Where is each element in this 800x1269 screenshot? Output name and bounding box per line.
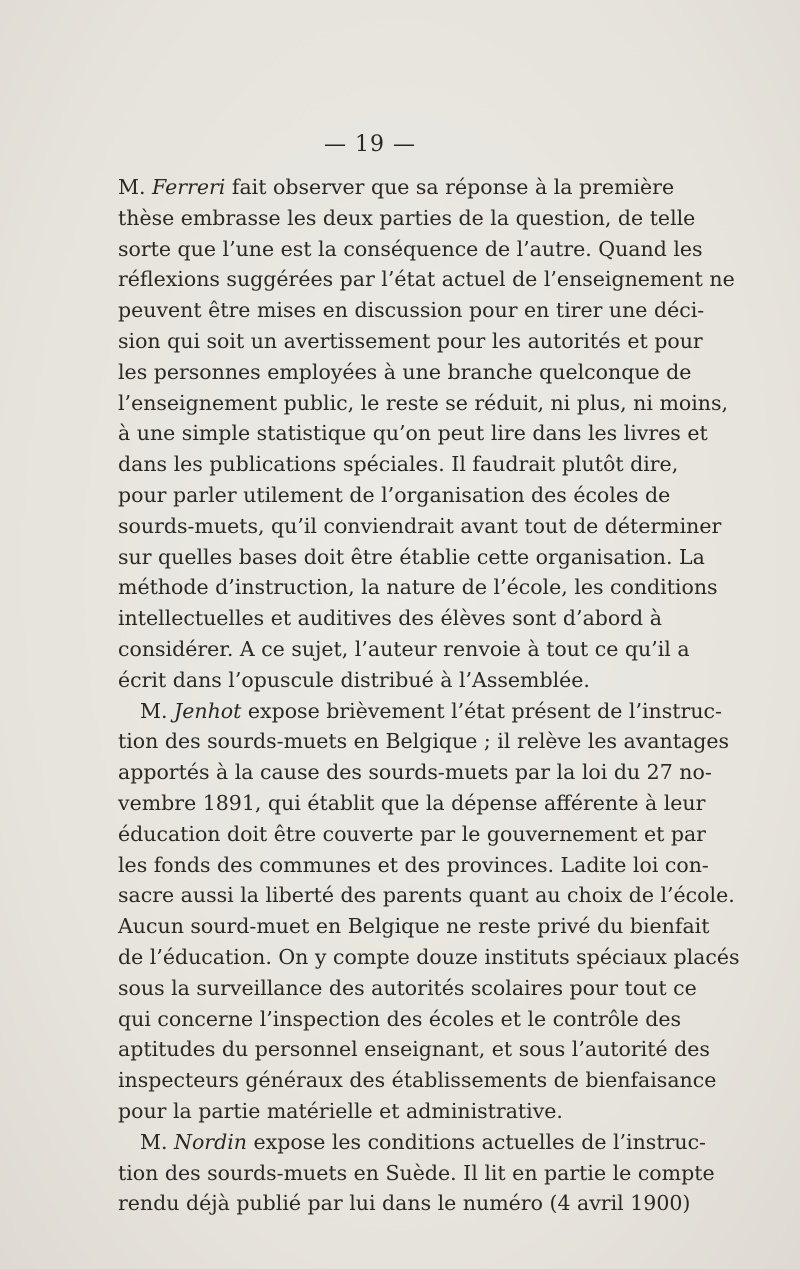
- text-line: [118, 634, 690, 665]
- text-run: sacre aussi la liberté des parents quant au choix de l’école.: [118, 883, 735, 908]
- text-run: de l’éducation. On y compte douze instituts spéciaux placés: [118, 944, 740, 969]
- text-line: [118, 1127, 706, 1158]
- text-run: M.: [118, 175, 153, 199]
- text-run: pour parler utilement de l’organisation des écoles de: [118, 482, 671, 507]
- speaker-name: Jenhot: [174, 698, 242, 723]
- body-text: [118, 172, 740, 1219]
- text-run: éducation doit être couverte par le gouvernement et par: [118, 821, 706, 846]
- text-line: [118, 726, 729, 757]
- text-run: thèse embrasse les deux parties de la question, de telle: [118, 205, 696, 230]
- text-run: rendu déjà publié par lui dans le numéro (4 avril 1900): [118, 1191, 691, 1216]
- text-line: [118, 880, 735, 911]
- text-line: [118, 1096, 626, 1127]
- text-line: [118, 172, 675, 203]
- text-run: inspecteurs généraux des établissements de bienfaisance: [118, 1068, 717, 1093]
- text-line: [118, 295, 705, 326]
- text-run: M.: [140, 1129, 175, 1154]
- text-run: expose les conditions actuelles de l’instruc-: [247, 1129, 706, 1154]
- text-line: [118, 788, 706, 819]
- text-line: [118, 665, 626, 696]
- text-line: [118, 511, 722, 542]
- text-line: [118, 1158, 715, 1189]
- text-line: [118, 1034, 710, 1065]
- text-run: sous la surveillance des autorités scolaires pour tout ce: [118, 975, 697, 1000]
- text-line: [118, 1004, 682, 1035]
- text-run: réflexions suggérées par l’état actuel de l’enseignement ne: [118, 267, 735, 292]
- text-run: écrit dans l’opuscule distribué à l’Assemblée.: [118, 667, 590, 692]
- text-run: à une simple statistique qu’on peut lire dans les livres et: [118, 421, 708, 446]
- text-line: [118, 388, 729, 419]
- text-run: apportés à la cause des sourds-muets par la loi du 27 no-: [118, 760, 712, 785]
- page-number: — 19 —: [324, 132, 416, 157]
- text-line: [118, 603, 662, 634]
- text-run: sur quelles bases doit être établie cette organisation. La: [118, 544, 705, 569]
- text-run: M.: [140, 698, 175, 723]
- text-line: [118, 542, 705, 573]
- text-line: [118, 1065, 717, 1096]
- text-line: [118, 480, 671, 511]
- text-run: dans les publications spéciales. Il faudrait plutôt dire,: [118, 452, 679, 477]
- text-line: [118, 1188, 691, 1219]
- text-line: [118, 357, 692, 388]
- paragraph: [118, 1127, 715, 1219]
- text-run: aptitudes du personnel enseignant, et sous l’autorité des: [118, 1037, 710, 1062]
- text-line: [118, 203, 696, 234]
- text-run: pour la partie matérielle et administrative.: [118, 1098, 563, 1123]
- text-run: sourds-muets, qu’il conviendrait avant tout de déterminer: [118, 513, 722, 538]
- text-run: peuvent être mises en discussion pour en tirer une déci-: [118, 298, 705, 323]
- text-run: tion des sourds-muets en Suède. Il lit en partie le compte: [118, 1160, 715, 1185]
- text-line: [118, 757, 712, 788]
- paragraph: [118, 172, 735, 696]
- text-run: méthode d’instruction, la nature de l’école, les conditions: [118, 575, 718, 600]
- text-line: [118, 911, 710, 942]
- text-line: [118, 696, 722, 727]
- text-line: [118, 264, 735, 295]
- text-line: [118, 418, 708, 449]
- speaker-name: Nordin: [174, 1129, 247, 1154]
- text-line: [118, 326, 703, 357]
- text-line: [118, 973, 697, 1004]
- speaker-name: Ferreri: [152, 175, 226, 199]
- text-run: Aucun sourd-muet en Belgique ne reste privé du bienfait: [118, 914, 710, 939]
- text-run: les fonds des communes et des provinces. Ladite loi con-: [118, 852, 709, 877]
- text-run: intellectuelles et auditives des élèves sont d’abord à: [118, 606, 662, 631]
- text-run: vembre 1891, qui établit que la dépense afférente à leur: [118, 790, 706, 815]
- text-run: expose brièvement l’état présent de l’instruc-: [241, 698, 722, 723]
- text-line: [118, 234, 703, 265]
- text-line: [118, 572, 718, 603]
- text-run: sion qui soit un avertissement pour les autorités et pour: [118, 328, 703, 353]
- text-run: les personnes employées à une branche quelconque de: [118, 359, 692, 384]
- paragraph: [118, 696, 740, 1127]
- text-run: tion des sourds-muets en Belgique ; il relève les avantages: [118, 729, 729, 754]
- text-run: qui concerne l’inspection des écoles et le contrôle des: [118, 1006, 682, 1031]
- text-run: sorte que l’une est la conséquence de l’autre. Quand les: [118, 236, 703, 261]
- text-line: [118, 819, 706, 850]
- text-run: l’enseignement public, le reste se réduit, ni plus, ni moins,: [118, 390, 729, 415]
- text-line: [118, 942, 740, 973]
- text-run: considérer. A ce sujet, l’auteur renvoie à tout ce qu’il a: [118, 636, 690, 661]
- text-run: fait observer que sa réponse à la première: [225, 175, 675, 199]
- text-line: [118, 449, 679, 480]
- text-line: [118, 850, 709, 881]
